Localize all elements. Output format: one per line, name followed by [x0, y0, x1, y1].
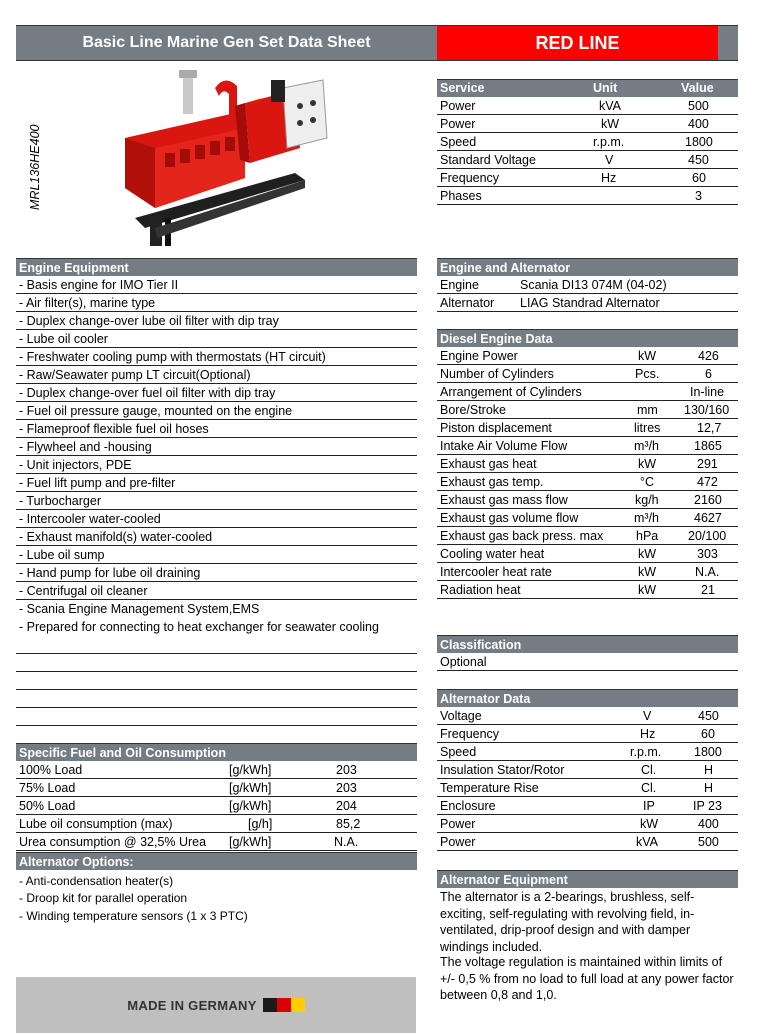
param-value: 21 — [701, 583, 715, 597]
sheet-title: Basic Line Marine Gen Set Data Sheet — [16, 25, 437, 61]
table-row — [437, 545, 738, 563]
param-unit: kW — [601, 117, 620, 131]
param-label: Insulation Stator/Rotor — [440, 763, 565, 777]
list-item — [16, 510, 417, 528]
param-label: Voltage — [440, 709, 482, 723]
list-item — [16, 600, 417, 618]
table-row — [437, 401, 738, 419]
param-label: Frequency — [440, 171, 500, 185]
classification-table — [437, 635, 738, 671]
param-value: 450 — [698, 709, 719, 723]
table-row — [437, 563, 738, 581]
param-unit: kW — [640, 817, 659, 831]
list-item-text: - Flywheel and -housing — [19, 440, 152, 454]
alternator-options — [16, 852, 417, 926]
list-item-text: - Freshwater cooling pump with thermostats (HT circuit) — [19, 350, 326, 364]
param-value: 303 — [697, 547, 718, 561]
param-unit: IP — [643, 799, 655, 813]
made-in-label: MADE IN GERMANY — [127, 997, 257, 1013]
list-item — [16, 618, 417, 636]
list-item-text: - Air filter(s), marine type — [19, 296, 156, 310]
table-row — [437, 473, 738, 491]
param-unit: r.p.m. — [630, 745, 662, 759]
param-unit: Hz — [601, 171, 617, 185]
param-value: 1800 — [694, 745, 722, 759]
param-value: 291 — [697, 457, 718, 471]
param-value: H — [704, 781, 714, 795]
service-table-header — [437, 79, 738, 97]
param-label: Alternator — [440, 296, 495, 310]
param-label: Radiation heat — [440, 583, 521, 597]
list-item-text: - Fuel lift pump and pre-filter — [19, 476, 176, 490]
list-item-text: - Fuel oil pressure gauge, mounted on the engine — [19, 404, 293, 418]
param-value: 450 — [688, 153, 709, 167]
list-item-text: - Turbocharger — [19, 494, 101, 508]
param-unit: m³/h — [634, 439, 659, 453]
table-row — [437, 133, 738, 151]
param-label: Arrangement of Cylinders — [440, 385, 582, 399]
table-row — [437, 743, 738, 761]
param-label: Number of Cylinders — [440, 367, 554, 381]
made-in-germany-banner — [16, 977, 416, 1033]
engine-alternator-table — [437, 258, 738, 312]
param-value: 12,7 — [697, 421, 722, 435]
table-row — [437, 419, 738, 437]
param-value: 400 — [688, 117, 709, 131]
param-value: 1800 — [685, 135, 713, 149]
table-row — [437, 97, 738, 115]
table-row — [16, 779, 417, 797]
table-row — [437, 779, 738, 797]
param-value: 426 — [698, 349, 719, 363]
param-unit: Cl. — [641, 763, 657, 777]
table-row — [437, 581, 738, 599]
param-label: Urea consumption @ 32,5% Urea — [19, 835, 207, 849]
table-row — [16, 815, 417, 833]
param-label: Exhaust gas back press. max — [440, 529, 604, 543]
diesel-engine-data-table — [437, 329, 738, 599]
param-label: Engine — [440, 278, 479, 292]
table-row — [437, 151, 738, 169]
list-item-text: - Lube oil cooler — [19, 332, 108, 346]
param-unit: kVA — [636, 835, 658, 849]
param-value: 2160 — [694, 493, 722, 507]
col-service: Service — [440, 81, 485, 95]
list-item — [16, 438, 417, 456]
param-unit: V — [643, 709, 652, 723]
param-label: Speed — [440, 745, 477, 759]
alternator-options-title: Alternator Options: — [16, 852, 417, 870]
diesel-engine-data-title: Diesel Engine Data — [437, 329, 738, 347]
table-row — [437, 294, 738, 312]
param-value: 203 — [336, 763, 357, 777]
table-row — [437, 169, 738, 187]
param-value: 400 — [698, 817, 719, 831]
param-label: Intake Air Volume Flow — [440, 439, 568, 453]
table-row — [437, 815, 738, 833]
param-unit: r.p.m. — [593, 135, 625, 149]
param-label: Intercooler heat rate — [440, 565, 552, 579]
table-row — [437, 365, 738, 383]
param-value: N.A. — [334, 835, 359, 849]
param-unit: kW — [638, 565, 657, 579]
list-item-text: - Flameproof flexible fuel oil hoses — [19, 422, 209, 436]
list-item — [16, 872, 417, 890]
list-item — [16, 420, 417, 438]
param-label: Exhaust gas temp. — [440, 475, 544, 489]
classification-title: Classification — [437, 635, 738, 653]
table-row — [437, 115, 738, 133]
param-unit: Cl. — [641, 781, 657, 795]
param-unit: m³/h — [634, 511, 659, 525]
list-item-text: - Duplex change-over lube oil filter with dip tray — [19, 314, 279, 328]
param-label: Power — [440, 817, 476, 831]
param-label: Temperature Rise — [440, 781, 539, 795]
param-label: Power — [440, 835, 476, 849]
list-item — [16, 330, 417, 348]
list-item — [16, 402, 417, 420]
param-unit: [g/h] — [248, 817, 273, 831]
param-unit: kg/h — [635, 493, 659, 507]
param-value: In-line — [690, 385, 725, 399]
list-item-text: - Raw/Seawater pump LT circuit(Optional) — [19, 368, 251, 382]
param-label: 75% Load — [19, 781, 76, 795]
divider — [16, 653, 417, 654]
param-value: 500 — [698, 835, 719, 849]
param-unit: mm — [637, 403, 658, 417]
param-unit: litres — [634, 421, 661, 435]
list-item-text: - Anti-condensation heater(s) — [19, 874, 174, 888]
param-value: 20/100 — [688, 529, 727, 543]
table-row — [437, 491, 738, 509]
param-value: N.A. — [695, 565, 720, 579]
engine-equipment-title: Engine Equipment — [16, 258, 417, 276]
param-label: Exhaust gas heat — [440, 457, 537, 471]
list-item-text: - Basis engine for IMO Tier II — [19, 278, 179, 292]
table-row — [437, 347, 738, 365]
param-label: Enclosure — [440, 799, 496, 813]
model-number: MRL136HE400 — [28, 124, 42, 210]
fuel-consumption-table — [16, 743, 417, 851]
list-item-text: - Exhaust manifold(s) water-cooled — [19, 530, 213, 544]
param-unit: kW — [638, 457, 657, 471]
divider — [16, 725, 417, 726]
param-label: 100% Load — [19, 763, 83, 777]
param-value: 203 — [336, 781, 357, 795]
table-row — [437, 707, 738, 725]
list-item-text: - Droop kit for parallel operation — [19, 891, 188, 905]
param-value: 6 — [705, 367, 712, 381]
param-value: 130/160 — [684, 403, 730, 417]
list-item-text: - Unit injectors, PDE — [19, 458, 132, 472]
german-flag-icon — [263, 998, 305, 1012]
list-item — [16, 582, 417, 600]
list-item — [16, 456, 417, 474]
param-unit: Hz — [640, 727, 656, 741]
table-row — [437, 833, 738, 851]
table-row — [16, 797, 417, 815]
param-label: Exhaust gas volume flow — [440, 511, 579, 525]
param-value: 500 — [688, 99, 709, 113]
param-label: Bore/Stroke — [440, 403, 507, 417]
param-unit: [g/kWh] — [229, 763, 272, 777]
list-item-text: - Hand pump for lube oil draining — [19, 566, 201, 580]
param-unit: [g/kWh] — [229, 835, 272, 849]
product-line-banner: RED LINE — [437, 25, 718, 61]
table-row — [437, 383, 738, 401]
list-item-text: - Lube oil sump — [19, 548, 105, 562]
header-tail — [718, 25, 738, 61]
param-label: Piston displacement — [440, 421, 552, 435]
divider — [16, 689, 417, 690]
table-row — [437, 725, 738, 743]
divider — [16, 671, 417, 672]
param-value: 472 — [697, 475, 718, 489]
param-unit: V — [605, 153, 614, 167]
table-row — [437, 797, 738, 815]
table-row — [437, 653, 738, 671]
table-row — [437, 527, 738, 545]
param-value: 1865 — [694, 439, 722, 453]
list-item — [16, 474, 417, 492]
genset-image — [95, 68, 335, 248]
alternator-equipment-text-1: The alternator is a 2-bearings, brushless, self-exciting, self-regulating with revolving field, in-ventilated, drip-proof design and with damper windings included. — [440, 890, 695, 954]
list-item-text: - Intercooler water-cooled — [19, 512, 161, 526]
param-label: 50% Load — [19, 799, 76, 813]
list-item — [16, 348, 417, 366]
alternator-equipment-title: Alternator Equipment — [437, 870, 738, 888]
list-item-text: - Winding temperature sensors (1 x 3 PTC) — [19, 909, 248, 923]
divider — [16, 707, 417, 708]
param-value: Scania DI13 074M (04-02) — [520, 278, 667, 292]
table-row — [16, 833, 417, 851]
list-item — [16, 564, 417, 582]
fuel-consumption-title: Specific Fuel and Oil Consumption — [16, 743, 417, 761]
table-row — [437, 455, 738, 473]
param-value: 3 — [695, 189, 702, 203]
param-label: Power — [440, 99, 476, 113]
param-value: 4627 — [694, 511, 722, 525]
table-row — [437, 437, 738, 455]
classification-value: Optional — [440, 655, 487, 669]
service-table — [437, 79, 738, 205]
table-row — [437, 276, 738, 294]
param-label: Lube oil consumption (max) — [19, 817, 173, 831]
alternator-equipment-text-2: The voltage regulation is maintained within limits of +/- 0,5 % from no load to full load at any power factor between 0,8 and 1,0. — [440, 955, 734, 1002]
table-row — [437, 509, 738, 527]
list-item — [16, 528, 417, 546]
list-item-text: - Prepared for connecting to heat exchanger for seawater cooling — [19, 620, 379, 634]
param-unit: kW — [638, 583, 657, 597]
param-label: Exhaust gas mass flow — [440, 493, 568, 507]
table-row — [16, 761, 417, 779]
list-item — [16, 312, 417, 330]
list-item-text: - Duplex change-over fuel oil filter with dip tray — [19, 386, 276, 400]
param-value: LIAG Standrad Alternator — [520, 296, 660, 310]
param-unit: kW — [638, 349, 657, 363]
param-label: Frequency — [440, 727, 500, 741]
param-unit: kVA — [599, 99, 621, 113]
engine-equipment-table — [16, 258, 417, 636]
col-value: Value — [681, 81, 714, 95]
param-label: Speed — [440, 135, 477, 149]
param-unit: [g/kWh] — [229, 781, 272, 795]
param-value: 60 — [692, 171, 706, 185]
list-item — [16, 890, 417, 908]
param-label: Standard Voltage — [440, 153, 536, 167]
list-item-text: - Scania Engine Management System,EMS — [19, 602, 260, 616]
list-item — [16, 384, 417, 402]
col-unit: Unit — [593, 81, 618, 95]
list-item — [16, 276, 417, 294]
table-row — [437, 187, 738, 205]
engine-alternator-title: Engine and Alternator — [437, 258, 738, 276]
param-unit: Pcs. — [635, 367, 660, 381]
list-item — [16, 366, 417, 384]
param-unit: kW — [638, 547, 657, 561]
param-value: 60 — [701, 727, 715, 741]
param-value: 85,2 — [336, 817, 361, 831]
param-label: Phases — [440, 189, 482, 203]
list-item-text: - Centrifugal oil cleaner — [19, 584, 148, 598]
list-item — [16, 294, 417, 312]
alternator-equipment — [437, 870, 738, 888]
param-label: Power — [440, 117, 476, 131]
param-unit: [g/kWh] — [229, 799, 272, 813]
param-unit: °C — [640, 475, 655, 489]
param-value: 204 — [336, 799, 357, 813]
alternator-data-title: Alternator Data — [437, 689, 738, 707]
param-value: H — [704, 763, 714, 777]
param-unit: hPa — [636, 529, 659, 543]
table-row — [437, 761, 738, 779]
param-label: Engine Power — [440, 349, 518, 363]
list-item — [16, 492, 417, 510]
param-value: IP 23 — [693, 799, 722, 813]
list-item — [16, 546, 417, 564]
alternator-data-table — [437, 689, 738, 851]
param-label: Cooling water heat — [440, 547, 545, 561]
list-item — [16, 908, 417, 926]
